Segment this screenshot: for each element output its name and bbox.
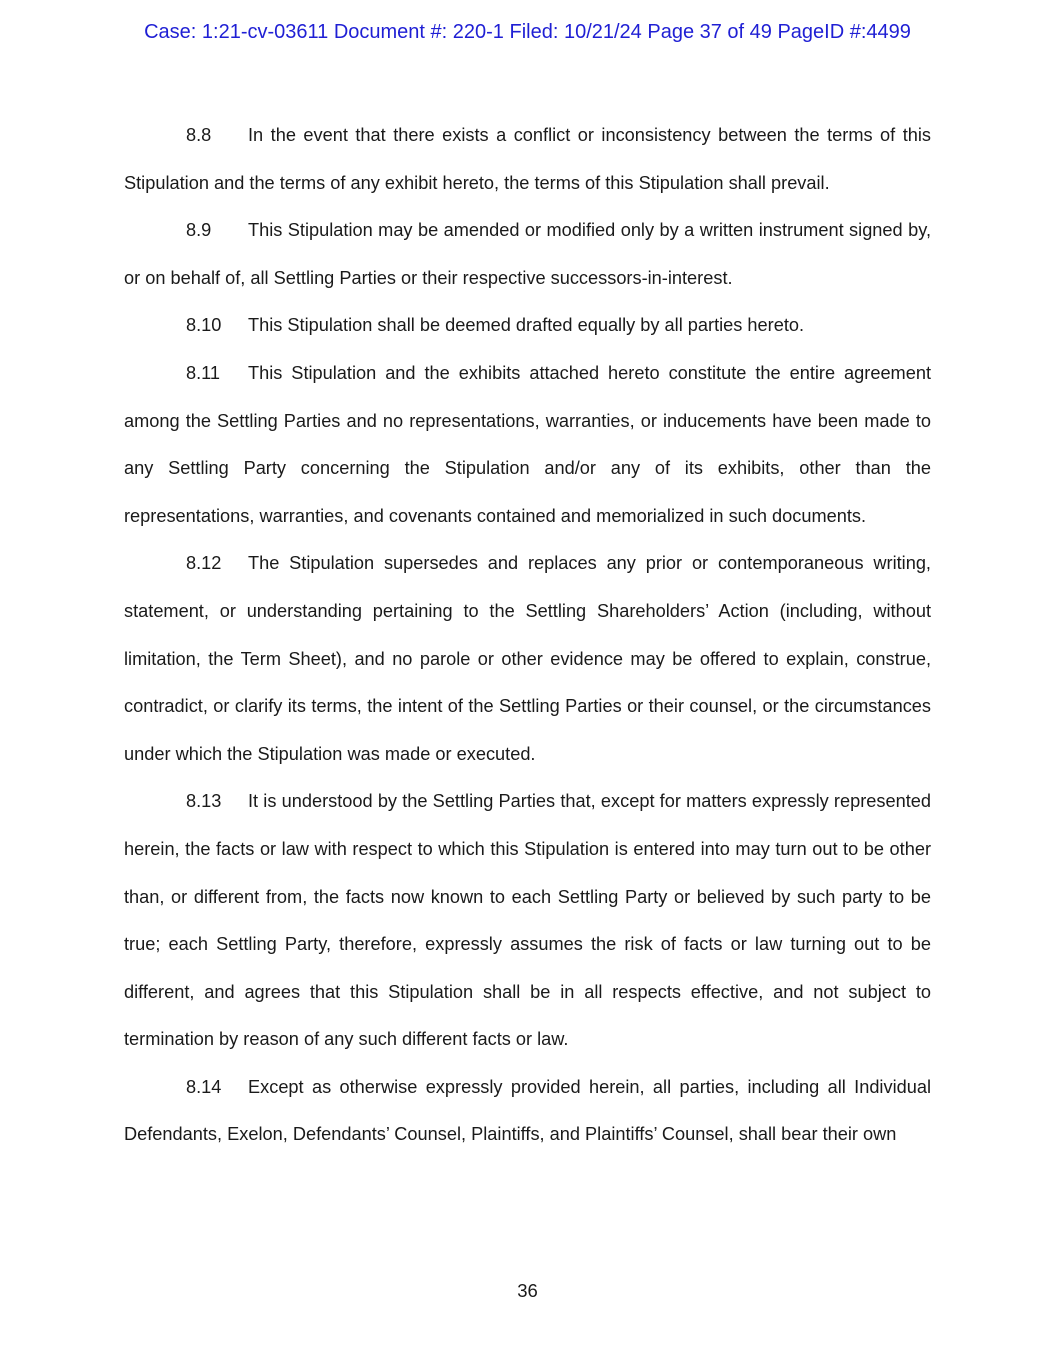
paragraph-number: 8.8 [186, 125, 212, 145]
document-body [124, 112, 931, 1159]
paragraph-number: 8.9 [186, 220, 212, 241]
paragraph-number: 8.12 [186, 553, 222, 574]
paragraph-8-8 [124, 112, 931, 207]
paragraph-number: 8.11 [186, 362, 221, 383]
paragraph-number: 8.14 [186, 1076, 222, 1097]
case-header: Case: 1:21-cv-03611 Document #: 220-1 Filed: 10/21/24 Page 37 of 49 PageID #:4499 [144, 21, 911, 43]
paragraph-8-13 [124, 778, 931, 1064]
paragraph-text: It is understood by the Settling Parties that, except for matters expressly represented herein, the facts or law with respect to which this Stipulation is entered into may turn out to be other than, or different from, the facts now known to each Settling Party or believed by such party to be true; each Settling Party, therefore, expressly assumes the risk of facts or law turning out to be different, and agrees that this Stipulation shall be in all respects effective, and not subject to termination by reason of any such different facts or law. [124, 791, 931, 1050]
paragraph-text: The Stipulation supersedes and replaces any prior or contemporaneous writing, statement, or understanding pertaining to the Settling Shareholders’ Action (including, without limitation, the Term Sheet), and no parole or other evidence may be offered to explain, construe, contradict, or clarify its terms, the intent of the Settling Parties or their counsel, or the circumstances under which the Stipulation was made or executed. [124, 553, 931, 764]
paragraph-8-14 [124, 1064, 931, 1159]
paragraph-8-12 [124, 540, 931, 778]
paragraph-text: This Stipulation may be amended or modified only by a written instrument signed by, or on behalf of, all Settling Parties or their respective successors-in-interest. [124, 220, 931, 288]
paragraph-number: 8.10 [186, 315, 222, 336]
paragraph-text: This Stipulation shall be deemed drafted equally by all parties hereto. [248, 315, 805, 336]
paragraph-number: 8.13 [186, 791, 222, 812]
paragraph-text: Except as otherwise expressly provided herein, all parties, including all Individual Defendants, Exelon, Defendants’ Counsel, Plaintiffs, and Plaintiffs’ Counsel, shall bear their own [124, 1076, 931, 1145]
paragraph-8-10 [124, 302, 931, 350]
paragraph-8-9 [124, 207, 931, 302]
paragraph-text: This Stipulation and the exhibits attached hereto constitute the entire agreement among the Settling Parties and no representations, warranties, or inducements have been made to any Settling Party concerning the Stipulation and/or any of its exhibits, other than the representations, warranties, and covenants contained and memorialized in such documents. [124, 362, 931, 526]
paragraph-text: In the event that there exists a conflict or inconsistency between the terms of this Stipulation and the terms of any exhibit hereto, the terms of this Stipulation shall prevail. [124, 125, 931, 193]
paragraph-8-11 [124, 350, 931, 540]
page-number: 36 [517, 1280, 538, 1301]
